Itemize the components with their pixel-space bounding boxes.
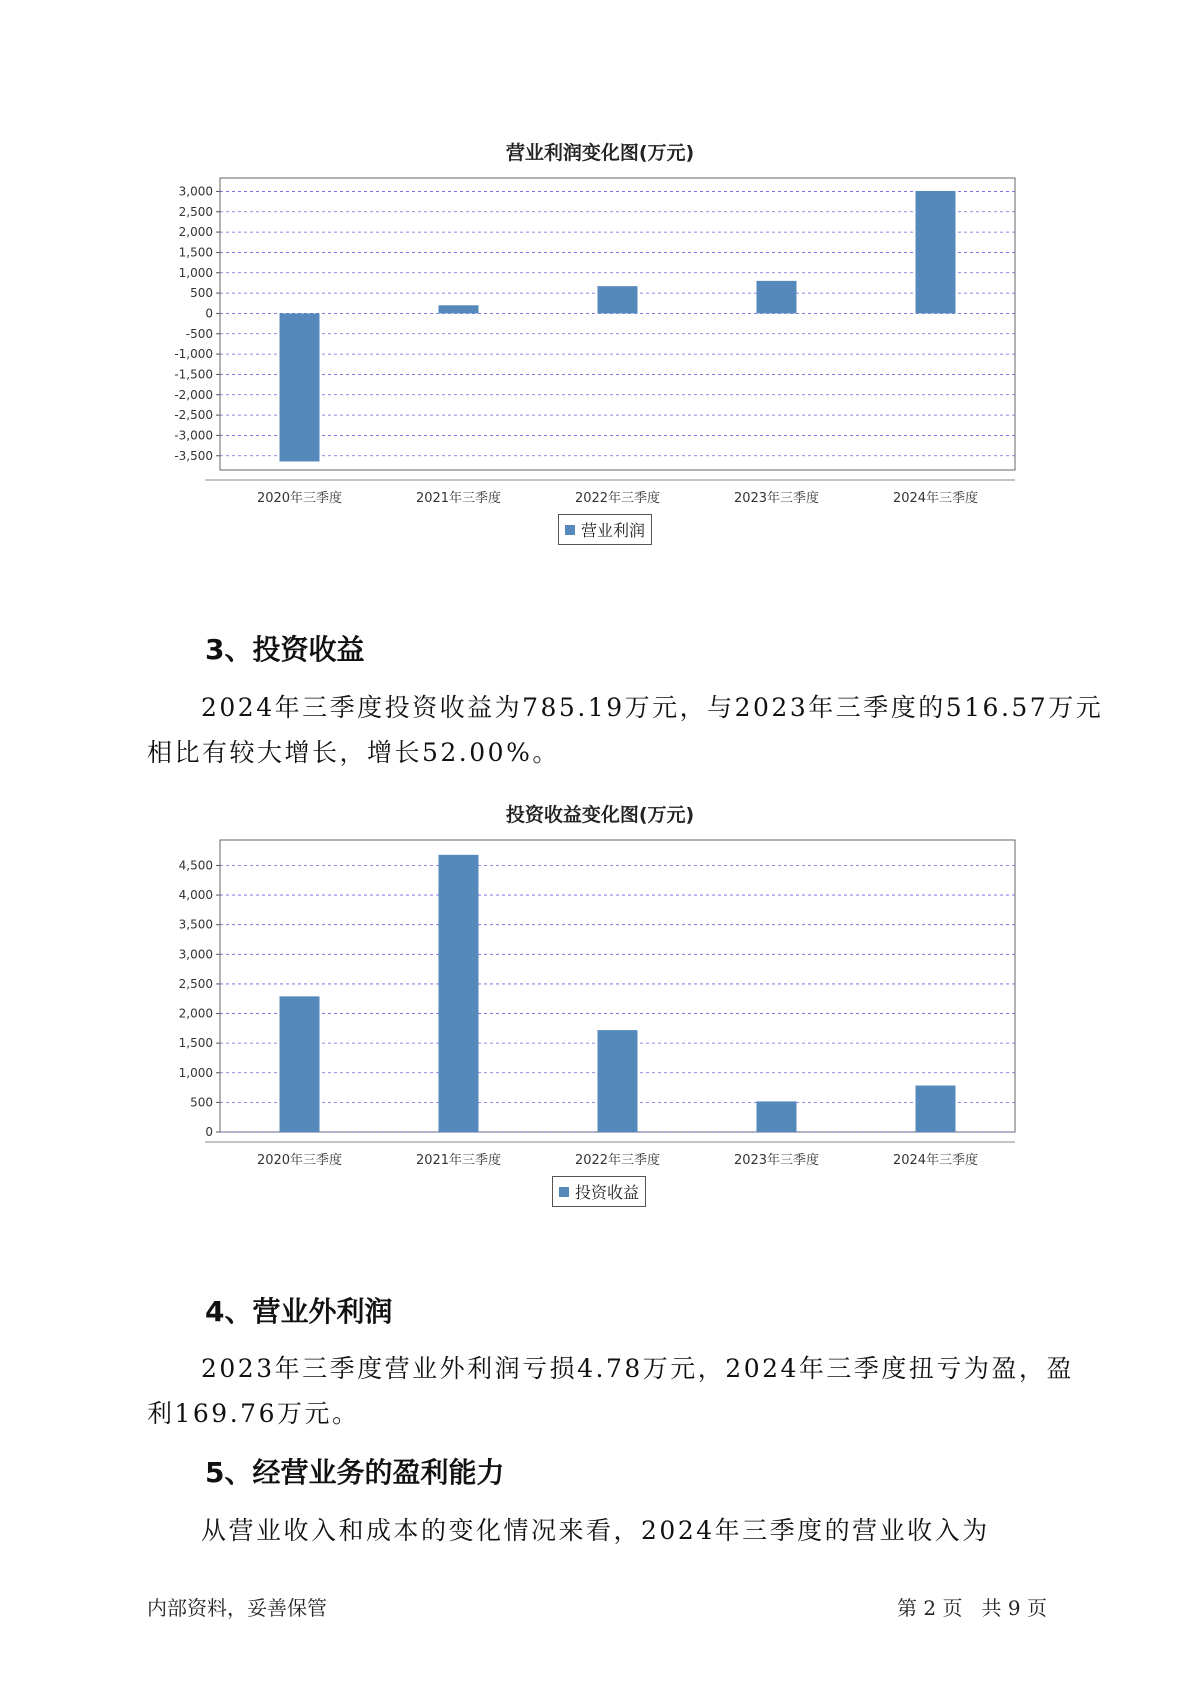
y-tick-label: 2,000 <box>178 225 213 240</box>
chart-title: 营业利润变化图(万元) <box>505 142 695 164</box>
section-3-heading: 3、投资收益 <box>205 633 365 666</box>
y-tick-label: -1,500 <box>174 367 213 382</box>
bar <box>916 191 956 313</box>
y-tick-label: 500 <box>190 1095 213 1110</box>
chart-legend <box>552 1176 646 1207</box>
y-tick-label: -3,000 <box>174 428 213 443</box>
x-tick-label: 2022年三季度 <box>574 491 661 506</box>
bar <box>916 1085 956 1132</box>
bar <box>439 305 479 313</box>
bar <box>598 1030 638 1132</box>
x-tick-label: 2023年三季度 <box>733 1153 820 1168</box>
bar <box>757 281 797 314</box>
y-tick-label: -3,500 <box>174 448 213 463</box>
chart-plot <box>150 830 1050 1210</box>
y-tick-label: 0 <box>205 306 213 321</box>
y-tick-label: 3,500 <box>178 917 213 932</box>
y-tick-label: 1,500 <box>178 1036 213 1051</box>
legend-label: 营业利润 <box>581 521 646 540</box>
y-tick-label: 1,000 <box>178 265 213 280</box>
y-tick-label: -2,000 <box>174 387 213 402</box>
y-tick-label: 2,500 <box>178 976 213 991</box>
y-tick-label: 500 <box>190 286 213 301</box>
chart-legend <box>558 514 652 545</box>
legend-label: 投资收益 <box>575 1183 640 1202</box>
x-tick-label: 2020年三季度 <box>256 491 343 506</box>
y-tick-label: 2,500 <box>178 204 213 219</box>
section-4-heading: 4、营业外利润 <box>205 1295 393 1328</box>
bar <box>439 855 479 1132</box>
bar <box>757 1101 797 1132</box>
y-tick-label: 2,000 <box>178 1006 213 1021</box>
x-tick-label: 2021年三季度 <box>415 1153 502 1168</box>
y-tick-label: 4,500 <box>178 858 213 873</box>
section-5-heading: 5、经营业务的盈利能力 <box>205 1456 505 1489</box>
y-tick-label: 0 <box>205 1125 213 1139</box>
footer-confidential-note: 内部资料，妥善保管 <box>147 1596 327 1620</box>
x-tick-label: 2022年三季度 <box>574 1153 661 1168</box>
bar <box>280 996 320 1132</box>
y-tick-label: 3,000 <box>178 184 213 199</box>
x-tick-label: 2024年三季度 <box>892 491 979 506</box>
y-tick-label: 1,500 <box>178 245 213 260</box>
y-tick-label: -2,500 <box>174 408 213 423</box>
x-tick-label: 2020年三季度 <box>256 1153 343 1168</box>
x-tick-label: 2021年三季度 <box>415 491 502 506</box>
section-4-paragraph-line-1: 2023年三季度营业外利润亏损4.78万元，2024年三季度扭亏为盈，盈 <box>201 1354 1074 1383</box>
x-tick-label: 2023年三季度 <box>733 491 820 506</box>
investment-income-chart <box>150 800 1050 1220</box>
y-tick-label: -500 <box>185 326 213 341</box>
section-5-paragraph-line-1: 从营业收入和成本的变化情况来看，2024年三季度的营业收入为 <box>201 1516 990 1545</box>
y-tick-label: 1,000 <box>178 1065 213 1080</box>
section-3-paragraph-line-2: 相比有较大增长，增长52.00%。 <box>147 738 560 767</box>
legend-swatch <box>565 525 575 535</box>
bar <box>598 286 638 313</box>
bar <box>280 313 320 461</box>
footer-page-number: 第 2 页 共 9 页 <box>897 1596 1047 1620</box>
legend-swatch <box>559 1187 569 1197</box>
section-3-paragraph-line-1: 2024年三季度投资收益为785.19万元，与2023年三季度的516.57万元 <box>201 693 1104 722</box>
y-tick-label: 3,000 <box>178 947 213 962</box>
y-tick-label: 4,000 <box>178 888 213 903</box>
x-tick-label: 2024年三季度 <box>892 1153 979 1168</box>
section-4-paragraph-line-2: 利169.76万元。 <box>147 1399 360 1428</box>
chart-title: 投资收益变化图(万元) <box>505 804 695 826</box>
operating-profit-chart <box>150 138 1050 558</box>
y-tick-label: -1,000 <box>174 347 213 362</box>
plot-frame <box>220 178 1015 470</box>
chart-plot <box>150 168 1050 548</box>
